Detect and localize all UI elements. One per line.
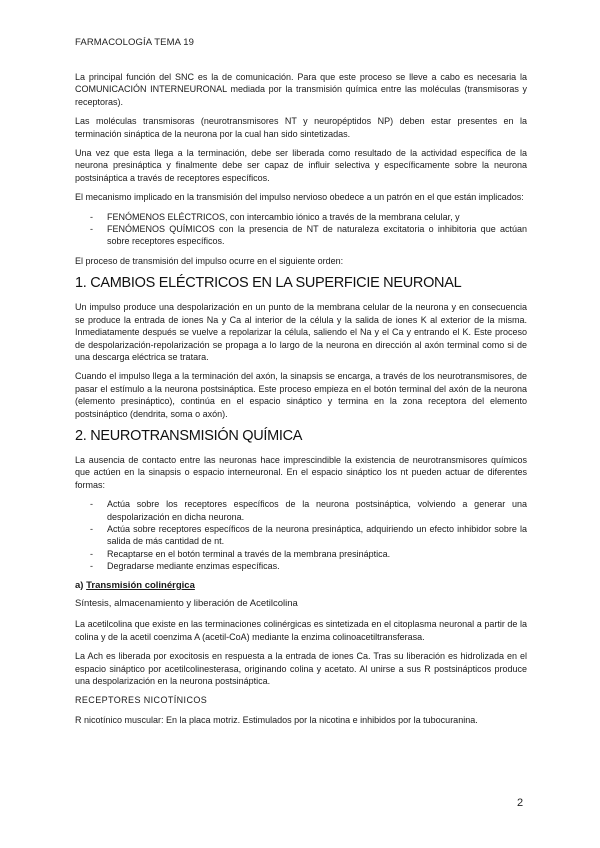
- page-number: 2: [517, 797, 524, 809]
- phenomena-list: [75, 211, 527, 248]
- paragraph: El mecanismo implicado en la transmisión del impulso nervioso obedece a un patrón en el que están implicados:: [75, 192, 524, 203]
- subheading-nicotinic-receptors: RECEPTORES NICOTÍNICOS: [75, 695, 208, 706]
- nt-actions-list: [75, 498, 527, 572]
- list-item: - FENÓMENOS ELÉCTRICOS, con intercambio iónico a través de la membrana celular, y: [75, 211, 527, 223]
- subsection-heading: [75, 580, 527, 592]
- paragraph: La principal función del SNC es la de comunicación. Para que este proceso se lleve a cabo es necesaria la COMUNICACIÓN INTERNEURONAL mediada por la transmisión química entre las moléculas (transmisoras y receptoras).: [75, 72, 527, 107]
- subheading-synthesis: Síntesis, almacenamiento y liberación de Acetilcolina: [75, 598, 298, 609]
- document-body: [75, 71, 527, 733]
- paragraph: Las moléculas transmisoras (neurotransmisores NT y neuropéptidos NP) deben estar presentes en la terminación sináptica de la neurona por la cual han sido sintetizadas.: [75, 116, 527, 139]
- subsection-prefix: a): [75, 579, 87, 591]
- paragraph: Cuando el impulso llega a la terminación del axón, la sinapsis se encarga, a través de los neurotransmisores, de pasar el estímulo a la neurona postsináptica. Este proceso empieza en el botón terminal del axón de la neurona (elemento presináptico), continúa en el espacio sináptico y termina en la zona receptora del elemento postsináptico (dendrita, soma o axón).: [75, 371, 527, 419]
- paragraph: La ausencia de contacto entre las neuronas hace imprescindible la existencia de neurotransmisores químicos que actúen en la sinapsis o espacio interneuronal. En el espacio sináptico los nt pueden actuar de diferentes formas:: [75, 454, 527, 490]
- section-heading-electrical: 1. CAMBIOS ELÉCTRICOS EN LA SUPERFICIE NEURONAL: [75, 275, 462, 292]
- paragraph: La acetilcolina que existe en las terminaciones colinérgicas es sintetizada en el citoplasma neuronal a partir de la colina y de la acetil coenzima A (acetil-CoA) mediante la enzima colinoacetiltransferasa.: [75, 619, 527, 642]
- list-item: - Degradarse mediante enzimas específicas.: [75, 560, 527, 572]
- paragraph: El proceso de transmisión del impulso ocurre en el siguiente orden:: [75, 255, 344, 266]
- paragraph: R nicotínico muscular: En la placa motriz. Estimulados por la nicotina e inhibidos por la tubocuranina.: [75, 714, 478, 725]
- paragraph: Un impulso produce una despolarización en un punto de la membrana celular de la neurona y en consecuencia se produce la entrada de iones Na y Ca al interior de la célula y la salida de iones K al exterior de la misma. Inmediatamente después se vuelve a repolarizar la célula, saliendo el Na y el Ca y entrando el K. Este proceso de despolarización-repolarización se propaga a lo largo de la neurona en dirección al axón terminal como si de una descarga eléctrica se tratara.: [75, 302, 527, 362]
- subsection-title: Transmisión colinérgica: [86, 579, 195, 591]
- paragraph: La Ach es liberada por exocitosis en respuesta a la entrada de iones Ca. Tras su liberación es hidrolizada en el espacio sináptico por acetilcolinesterasa, originando colina y acetato. Al unirse a sus R postsinápticos produce una despolarización en la neurona postsináptica.: [75, 651, 527, 687]
- page-header: FARMACOLOGÍA TEMA 19: [75, 37, 195, 48]
- list-item: - Recaptarse en el botón terminal a través de la membrana presináptica.: [75, 548, 527, 560]
- list-item: - Actúa sobre receptores específicos de la neurona presináptica, adquiriendo un efecto inhibidor sobre la salida de más cantidad de nt.: [75, 523, 527, 548]
- list-item: - FENÓMENOS QUÍMICOS con la presencia de NT de naturaleza excitatoria o inhibitoria que actúan sobre receptores específicos.: [75, 223, 527, 248]
- section-heading-chemical: 2. NEUROTRANSMISIÓN QUÍMICA: [75, 427, 303, 444]
- list-item: - Actúa sobre los receptores específicos de la neurona postsináptica, volviendo a generar una despolarización en dicha neurona.: [75, 498, 527, 523]
- paragraph: Una vez que esta llega a la terminación, debe ser liberada como resultado de la actividad específica de la neurona presináptica y finalmente debe ser capaz de influir selectiva y específicamente sobre la neurona postsináptica a través de receptores específicos.: [75, 148, 527, 183]
